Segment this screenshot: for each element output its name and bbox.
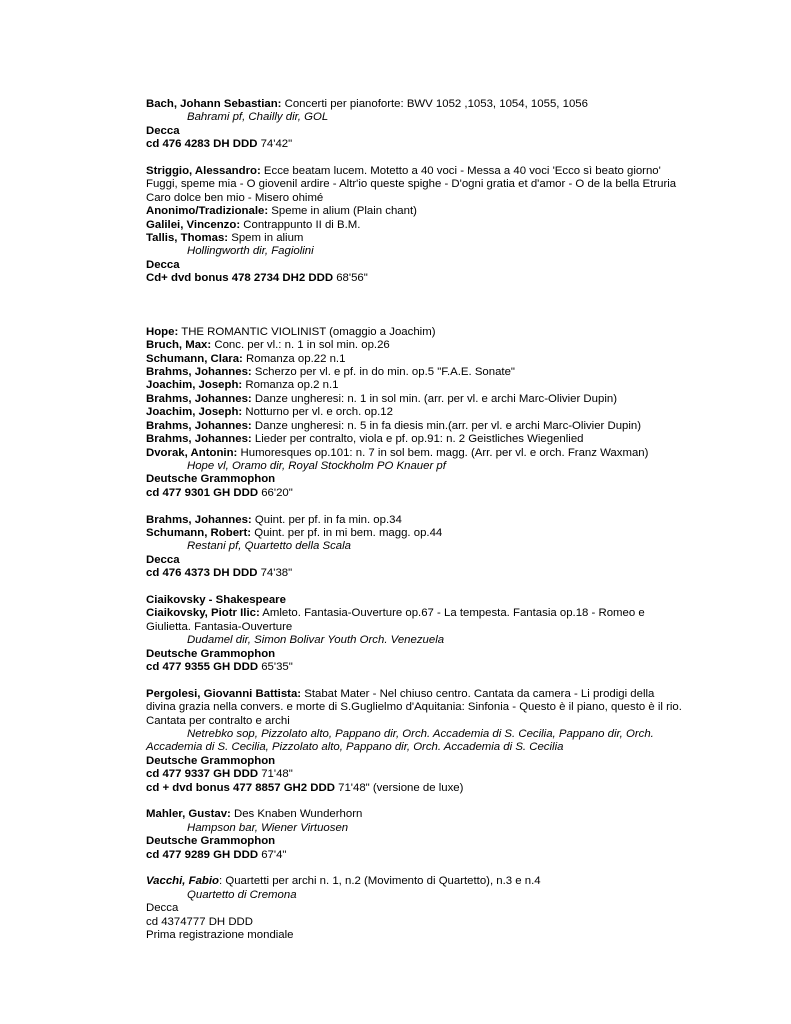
- work-line: divina grazia nella convers. e morte di S.Guglielmo d'Aquitania: Sinfonia - Questo è il piano, questo è il rio.: [146, 701, 682, 714]
- work-line: Schumann, Clara: Romanza op.22 n.1: [146, 352, 346, 365]
- work-line: Pergolesi, Giovanni Battista: Stabat Mater - Nel chiuso centro. Cantata da camera - Li prodigi della: [146, 687, 655, 700]
- record-label: Decca: [146, 124, 180, 137]
- work-line: Cantata per contralto e archi: [146, 714, 290, 727]
- work-line: Mahler, Gustav: Des Knaben Wunderhorn: [146, 808, 363, 821]
- catalog-line: cd 477 9289 GH DDD 67'4": [146, 848, 287, 861]
- work-line: Caro dolce ben mio - Misero ohimé: [146, 191, 324, 204]
- record-label: Deutsche Grammophon: [146, 754, 276, 767]
- catalog-line: cd 477 9355 GH DDD 65'35": [146, 660, 293, 673]
- entry-striggio: [146, 165, 766, 286]
- work-line: Giulietta. Fantasia-Ouverture: [146, 620, 293, 633]
- record-label: Deutsche Grammophon: [146, 647, 276, 660]
- performers: Hollingworth dir, Fagiolini: [187, 245, 314, 258]
- work-line: Vacchi, Fabio: Quartetti per archi n. 1, n.2 (Movimento di Quartetto), n.3 e n.4: [146, 875, 541, 888]
- work-line: Bach, Johann Sebastian: Concerti per pianoforte: BWV 1052 ,1053, 1054, 1055, 1056: [146, 98, 588, 110]
- note-line: Prima registrazione mondiale: [146, 929, 294, 942]
- entry-pergolesi: [146, 688, 766, 795]
- record-label: Deutsche Grammophon: [146, 835, 276, 848]
- record-label: Decca: [146, 902, 179, 915]
- work-line: Brahms, Johannes: Danze ungheresi: n. 1 in sol min. (arr. per vl. e archi Marc-Olivier Dupin): [146, 392, 617, 405]
- work-line: Brahms, Johannes: Scherzo per vl. e pf. in do min. op.5 "F.A.E. Sonate": [146, 366, 515, 379]
- work-line: Tallis, Thomas: Spem in alium: [146, 232, 304, 245]
- catalog-line: cd 477 9337 GH DDD 71'48": [146, 768, 293, 781]
- performers-continued: Accademia di S. Cecilia, Pizzolato alto, Pappano dir, Orch. Accademia di S. Cecilia: [146, 741, 564, 754]
- work-line: Joachim, Joseph: Notturno per vl. e orch. op.12: [146, 406, 393, 419]
- catalog-line: cd 4374777 DH DDD: [146, 915, 253, 928]
- work-line: Fuggi, speme mia - O giovenil ardire - Altr'io queste spighe - D'ogni gratia et d'amor - O de la bella Etruria: [146, 178, 677, 191]
- entry-mahler: [146, 808, 766, 862]
- work-line: Bruch, Max: Conc. per vl.: n. 1 in sol min. op.26: [146, 339, 390, 352]
- entry-brahms-schumann: [146, 514, 766, 581]
- performers: Quartetto di Cremona: [187, 888, 297, 901]
- entry-bach: [146, 98, 766, 152]
- performers: Hampson bar, Wiener Virtuosen: [187, 821, 349, 834]
- performers: Hope vl, Oramo dir, Royal Stockholm PO Knauer pf: [187, 459, 446, 472]
- document-page: [146, 98, 766, 942]
- performers: Netrebko sop, Pizzolato alto, Pappano dir, Orch. Accademia di S. Cecilia, Pappano dir, Orch.: [187, 728, 654, 740]
- work-line: Schumann, Robert: Quint. per pf. in mi bem. magg. op.44: [146, 526, 443, 539]
- work-line: Hope: THE ROMANTIC VIOLINIST (omaggio a Joachim): [146, 325, 436, 338]
- entry-ciaikovsky: [146, 594, 766, 674]
- catalog-line: cd 477 9301 GH DDD 66'20": [146, 486, 293, 499]
- performers: Dudamel dir, Simon Bolivar Youth Orch. Venezuela: [187, 634, 445, 647]
- work-line: Brahms, Johannes: Danze ungheresi: n. 5 in fa diesis min.(arr. per vl. e archi Marc-Olivier Dupin): [146, 419, 642, 432]
- performers: Bahrami pf, Chailly dir, GOL: [187, 111, 329, 124]
- work-line: Anonimo/Tradizionale: Speme in alium (Plain chant): [146, 205, 417, 218]
- record-label: Deutsche Grammophon: [146, 473, 276, 486]
- catalog-line: cd 476 4283 DH DDD 74'42": [146, 138, 293, 151]
- entry-vacchi: [146, 875, 766, 942]
- entry-hope: [146, 326, 766, 500]
- work-line: Brahms, Johannes: Quint. per pf. in fa min. op.34: [146, 513, 402, 526]
- work-line: Galilei, Vincenzo: Contrappunto II di B.M.: [146, 218, 361, 231]
- work-line: Ciaikovsky, Piotr Ilic: Amleto. Fantasia-Ouverture op.67 - La tempesta. Fantasia op.18 - Romeo e: [146, 607, 645, 620]
- work-line: Joachim, Joseph: Romanza op.2 n.1: [146, 379, 339, 392]
- performers: Restani pf, Quartetto della Scala: [187, 540, 351, 553]
- record-label: Decca: [146, 553, 180, 566]
- work-line: Brahms, Johannes: Lieder per contralto, viola e pf. op.91: n. 2 Geistliches Wiegenlied: [146, 433, 584, 446]
- record-label: Decca: [146, 258, 180, 271]
- work-line: Ciaikovsky - Shakespeare: [146, 593, 286, 606]
- catalog-line: cd + dvd bonus 477 8857 GH2 DDD 71'48" (versione de luxe): [146, 781, 464, 794]
- catalog-line: Cd+ dvd bonus 478 2734 DH2 DDD 68'56": [146, 272, 368, 285]
- work-line: Dvorak, Antonin: Humoresques op.101: n. 7 in sol bem. magg. (Arr. per vl. e orch. Franz Waxman): [146, 446, 649, 459]
- catalog-line: cd 476 4373 DH DDD 74'38": [146, 567, 293, 580]
- work-line: Striggio, Alessandro: Ecce beatam lucem. Motetto a 40 voci - Messa a 40 voci 'Ecco sì beato giorno': [146, 165, 661, 178]
